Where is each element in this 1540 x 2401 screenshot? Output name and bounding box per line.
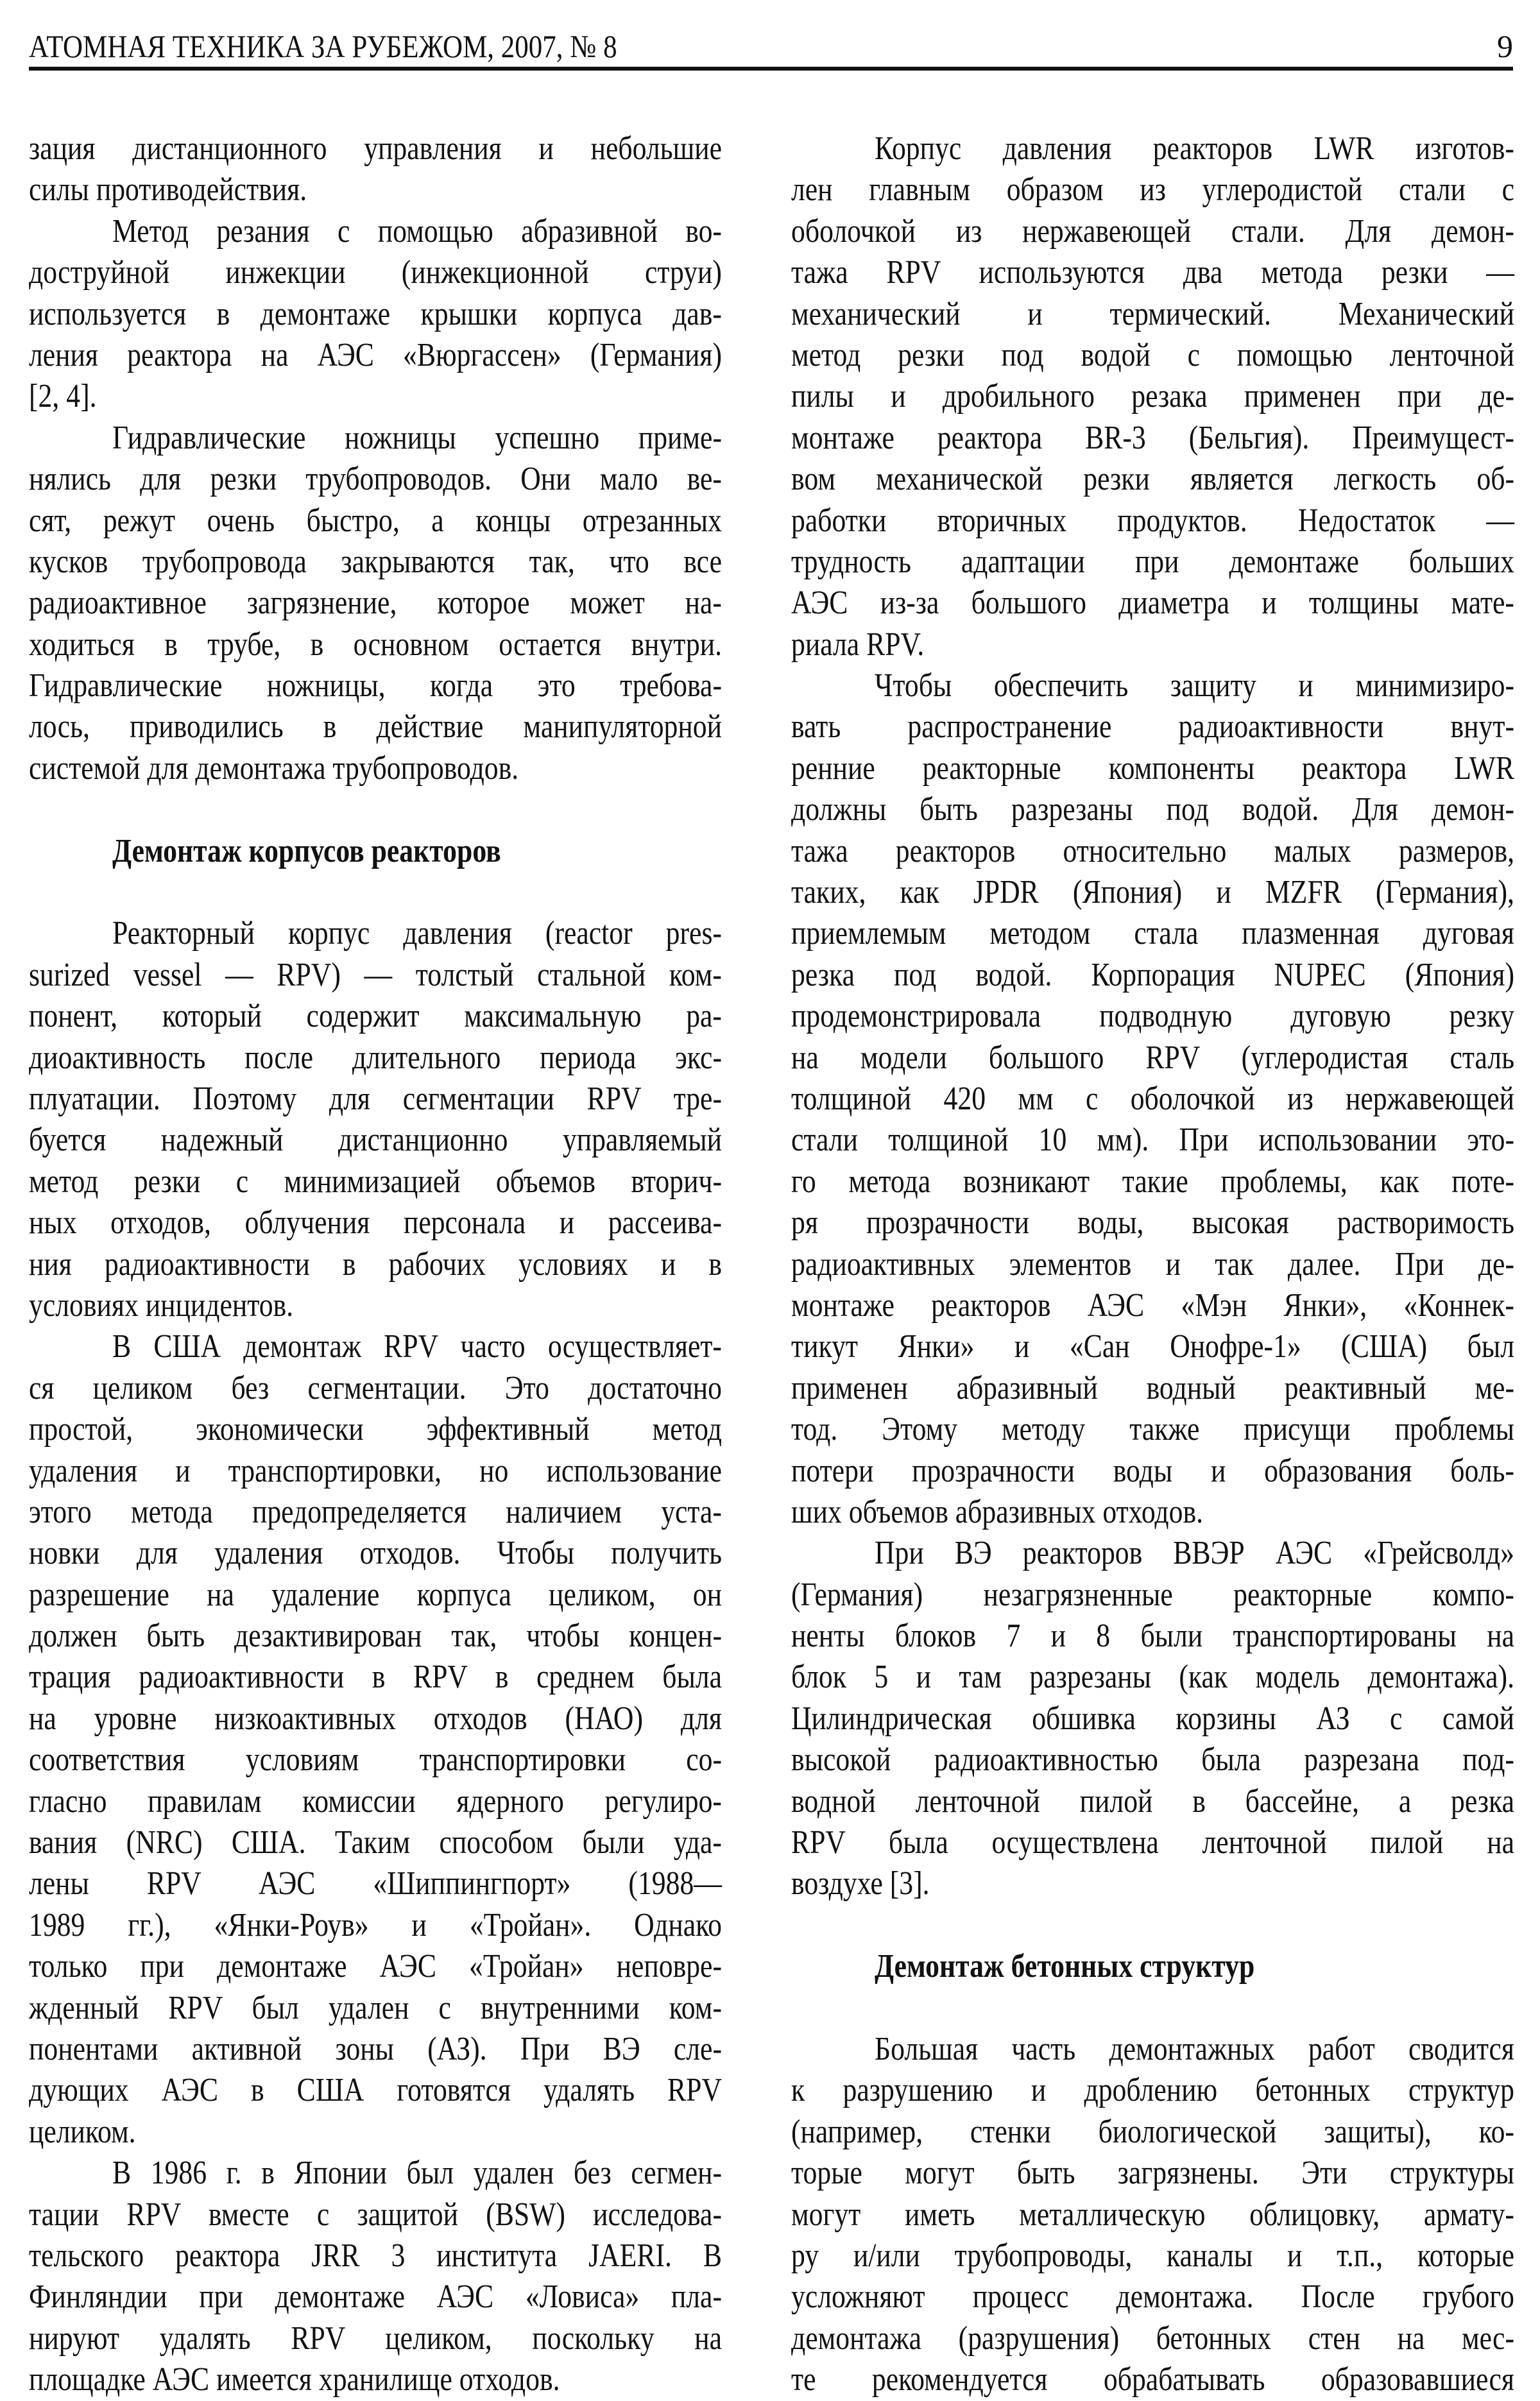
text-line-content: резка под водой. Корпорация NUPEC (Япония) bbox=[791, 956, 1514, 993]
text-line bbox=[29, 1533, 722, 1574]
text-line-content: ру и/или трубопроводы, каналы и т.п., которые bbox=[791, 2237, 1514, 2274]
text-line bbox=[791, 2153, 1514, 2194]
text-line-content: RPV была осуществлена ленточной пилой на bbox=[791, 1824, 1514, 1861]
text-line-content: торые могут быть загрязнены. Эти структуры bbox=[791, 2155, 1514, 2192]
text-line-content: стали толщиной 10 мм). При использовании это- bbox=[791, 1122, 1514, 1159]
text-line bbox=[791, 1079, 1514, 1120]
text-line bbox=[29, 665, 722, 706]
text-line-content: целиком. bbox=[29, 2113, 136, 2150]
text-line-content: тажа реакторов относительно малых размеров, bbox=[791, 832, 1514, 869]
text-line bbox=[791, 913, 1514, 954]
text-line bbox=[29, 2070, 722, 2111]
text-line-content: на модели большого RPV (углеродистая сталь bbox=[791, 1039, 1514, 1076]
text-line-content: ших объемов абразивных отходов. bbox=[791, 1493, 1204, 1530]
text-line-content: условиях инцидентов. bbox=[29, 1286, 294, 1324]
text-line bbox=[29, 252, 722, 293]
spacer bbox=[791, 1988, 1514, 2029]
text-line-content: (Германия) незагрязненные реакторные компо- bbox=[791, 1576, 1514, 1613]
text-line-content: ния радиоактивности в рабочих условиях и в bbox=[29, 1245, 722, 1283]
text-line-content: При ВЭ реакторов ВВЭР АЭС «Грейсволд» bbox=[874, 1535, 1514, 1572]
text-line-content: Корпус давления реакторов LWR изготов- bbox=[874, 130, 1514, 167]
text-line-content: 1989 гг.), «Янки-Роув» и «Тройан». Однако bbox=[29, 1906, 722, 1944]
text-line bbox=[29, 500, 722, 542]
text-line-content: блок 5 и там разрезаны (как модель демонтажа). bbox=[791, 1659, 1514, 1696]
text-line bbox=[29, 583, 722, 624]
text-line bbox=[791, 211, 1514, 252]
text-line bbox=[29, 169, 722, 210]
text-line-content: трация радиоактивности в RPV в среднем была bbox=[29, 1659, 722, 1696]
text-line-content: те рекомендуется обрабатывать образовавшиеся bbox=[791, 2361, 1514, 2398]
text-line bbox=[791, 706, 1514, 748]
text-line-content: удаления и транспортировки, но использование bbox=[29, 1452, 722, 1489]
text-line bbox=[791, 748, 1514, 789]
text-line bbox=[791, 459, 1514, 500]
text-line-content: на уровне низкоактивных отходов (НАО) для bbox=[29, 1700, 722, 1737]
text-line bbox=[29, 2029, 722, 2070]
text-line-content: усложняют процесс демонтажа. После грубого bbox=[791, 2278, 1514, 2316]
spacer bbox=[29, 789, 722, 830]
text-line-content: оболочкой из нержавеющей стали. Для демон- bbox=[791, 212, 1514, 250]
text-line bbox=[791, 1161, 1514, 1202]
text-line bbox=[791, 996, 1514, 1037]
text-line bbox=[29, 2194, 722, 2235]
text-line bbox=[791, 1202, 1514, 1243]
text-line-content: площадке АЭС имеется хранилище отходов. bbox=[29, 2361, 560, 2398]
text-line bbox=[791, 583, 1514, 624]
text-line bbox=[791, 376, 1514, 417]
running-header: АТОМНАЯ ТЕХНИКА ЗА РУБЕЖОМ, 2007, № 8 bbox=[29, 28, 617, 64]
text-line bbox=[791, 624, 1514, 665]
text-line bbox=[29, 1244, 722, 1285]
text-line-content: простой, экономически эффективный метод bbox=[29, 1411, 722, 1448]
text-line-content: АЭС из-за большого диаметра и толщины мате- bbox=[791, 585, 1514, 622]
text-line bbox=[29, 1946, 722, 1987]
text-line bbox=[29, 1988, 722, 2029]
right-column bbox=[791, 128, 1514, 2400]
text-line-content: радиоактивное загрязнение, которое может на- bbox=[29, 585, 722, 622]
text-line-content: вом механической резки является легкость об- bbox=[791, 461, 1514, 498]
text-line bbox=[791, 542, 1514, 583]
text-line-content: приемлемым методом стала плазменная дуговая bbox=[791, 915, 1514, 952]
text-line-content: разрешение на удаление корпуса целиком, он bbox=[29, 1576, 722, 1613]
text-line bbox=[791, 1368, 1514, 1409]
text-line bbox=[791, 665, 1514, 706]
text-line-content: демонтажа (разрушения) бетонных стен на мес- bbox=[791, 2320, 1514, 2357]
text-line-content: гласно правилам комиссии ядерного регулиро- bbox=[29, 1782, 722, 1820]
text-line bbox=[791, 2235, 1514, 2277]
text-line bbox=[791, 2359, 1514, 2400]
text-line-content: (например, стенки биологической защиты), ко- bbox=[791, 2113, 1514, 2150]
text-line bbox=[791, 1451, 1514, 1492]
text-line bbox=[29, 459, 722, 500]
header-rule bbox=[29, 67, 1513, 71]
text-line bbox=[29, 996, 722, 1037]
text-line-content: В 1986 г. в Японии был удален без сегмен- bbox=[112, 2155, 722, 2192]
text-line-content: доструйной инжекции (инжекционной струи) bbox=[29, 254, 722, 291]
text-line bbox=[29, 335, 722, 376]
text-line-content: Цилиндрическая обшивка корзины АЗ с самой bbox=[791, 1700, 1514, 1737]
text-line-content: Финляндии при демонтаже АЭС «Ловиса» пла- bbox=[29, 2278, 722, 2316]
text-line-content: продемонстрировала подводную дуговую резку bbox=[791, 998, 1514, 1035]
text-line-content: тельского реактора JRR 3 института JAERI. В bbox=[29, 2237, 722, 2274]
text-line-content: лены RPV АЭС «Шиппингпорт» (1988— bbox=[29, 1865, 722, 1902]
text-line bbox=[791, 831, 1514, 872]
text-line-content: к разрушению и дроблению бетонных структур bbox=[791, 2072, 1514, 2109]
text-line bbox=[29, 376, 722, 417]
text-line bbox=[791, 1120, 1514, 1161]
text-line-content: должны быть разрезаны под водой. Для демон- bbox=[791, 791, 1514, 828]
text-line-content: тод. Этому методу также присущи проблемы bbox=[791, 1411, 1514, 1448]
text-line bbox=[29, 2318, 722, 2359]
text-line-content: метод резки с минимизацией объемов вторич- bbox=[29, 1163, 722, 1200]
text-line bbox=[29, 2277, 722, 2318]
text-line-content: высокой радиоактивностью была разрезана под- bbox=[791, 1741, 1514, 1779]
text-line bbox=[791, 955, 1514, 996]
text-line-content: тации RPV вместе с защитой (BSW) исследова- bbox=[29, 2196, 722, 2233]
text-line-content: ненты блоков 7 и 8 были транспортированы на bbox=[791, 1618, 1514, 1655]
text-line bbox=[791, 1285, 1514, 1326]
text-line-content: могут иметь металлическую облицовку, армату- bbox=[791, 2196, 1514, 2233]
text-line-content: диоактивность после длительного периода экс- bbox=[29, 1039, 722, 1076]
text-line bbox=[29, 1120, 722, 1161]
text-line-content: используется в демонтаже крышки корпуса дав- bbox=[29, 295, 722, 332]
text-line bbox=[29, 913, 722, 954]
text-line-content: метод резки под водой с помощью ленточной bbox=[791, 336, 1514, 373]
text-line-content: пилы и дробильного резака применен при де- bbox=[791, 378, 1514, 415]
text-line-content: лен главным образом из углеродистой стали с bbox=[791, 171, 1514, 209]
text-line bbox=[791, 2194, 1514, 2235]
text-line-content: только при демонтаже АЭС «Тройан» неповре- bbox=[29, 1948, 722, 1985]
text-line bbox=[791, 1739, 1514, 1781]
section-heading bbox=[791, 1946, 1514, 1987]
text-line bbox=[791, 2070, 1514, 2111]
text-line bbox=[791, 128, 1514, 169]
text-line bbox=[29, 706, 722, 748]
text-line bbox=[29, 1822, 722, 1863]
text-line bbox=[791, 1326, 1514, 1367]
text-line bbox=[29, 1285, 722, 1326]
text-line bbox=[791, 1781, 1514, 1822]
text-line bbox=[29, 2153, 722, 2194]
text-line bbox=[791, 1244, 1514, 1285]
text-line-content: го метода возникают такие проблемы, как поте- bbox=[791, 1163, 1514, 1200]
left-column bbox=[29, 128, 722, 2400]
text-line bbox=[791, 1657, 1514, 1698]
text-line-content: surized vessel — RPV) — толстый стальной ком- bbox=[29, 956, 722, 993]
text-line bbox=[29, 2235, 722, 2277]
text-line-content: силы противодействия. bbox=[29, 171, 307, 209]
text-line bbox=[791, 2318, 1514, 2359]
text-line bbox=[791, 1863, 1514, 1904]
text-line-content: ления реактора на АЭС «Вюргассен» (Германия) bbox=[29, 336, 722, 373]
text-line bbox=[791, 252, 1514, 293]
text-line bbox=[791, 789, 1514, 830]
text-line-content: ря прозрачности воды, высокая растворимость bbox=[791, 1204, 1514, 1242]
text-line-content: [2, 4]. bbox=[29, 378, 97, 415]
text-line-content: Гидравлические ножницы успешно приме- bbox=[112, 419, 722, 456]
text-line bbox=[29, 955, 722, 996]
section-heading bbox=[29, 831, 722, 872]
text-line-content: нялись для резки трубопроводов. Они мало ве- bbox=[29, 461, 722, 498]
spacer bbox=[29, 872, 722, 913]
text-line-content: тикут Янки» и «Сан Онофре-1» (США) был bbox=[791, 1328, 1514, 1365]
text-line bbox=[791, 500, 1514, 542]
text-line bbox=[791, 1616, 1514, 1657]
text-line bbox=[29, 2112, 722, 2153]
text-line-content: воздухе [3]. bbox=[791, 1865, 930, 1902]
text-line-content: вать распространение радиоактивности внут- bbox=[791, 708, 1514, 746]
text-line bbox=[791, 2277, 1514, 2318]
text-line bbox=[29, 1492, 722, 1533]
section-heading-text: Демонтаж бетонных структур bbox=[875, 1948, 1255, 1985]
section-heading-text: Демонтаж корпусов реакторов bbox=[112, 832, 501, 869]
text-line bbox=[791, 1575, 1514, 1616]
text-line-content: буется надежный дистанционно управляемый bbox=[29, 1122, 722, 1159]
text-line bbox=[791, 1698, 1514, 1739]
text-line-content: ся целиком без сегментации. Это достаточно bbox=[29, 1369, 722, 1406]
text-line bbox=[791, 1822, 1514, 1863]
text-line-content: механический и термический. Механический bbox=[791, 295, 1514, 332]
text-line-content: зация дистанционного управления и небольшие bbox=[29, 130, 722, 167]
text-line bbox=[29, 542, 722, 583]
text-line-content: риала RPV. bbox=[791, 626, 925, 663]
text-line bbox=[29, 1616, 722, 1657]
text-line-content: трудность адаптации при демонтаже больших bbox=[791, 543, 1514, 580]
text-line bbox=[791, 1492, 1514, 1533]
text-line bbox=[29, 1161, 722, 1202]
text-line bbox=[29, 1038, 722, 1079]
text-line-content: лось, приводились в действие манипуляторной bbox=[29, 708, 722, 746]
text-line bbox=[29, 1905, 722, 1946]
text-line bbox=[791, 335, 1514, 376]
text-line bbox=[29, 1698, 722, 1739]
text-line-content: соответствия условиям транспортировки со- bbox=[29, 1741, 722, 1779]
text-line bbox=[29, 1368, 722, 1409]
text-line-content: радиоактивных элементов и так далее. При де- bbox=[791, 1245, 1514, 1283]
text-line-content: понентами активной зоны (АЗ). При ВЭ сле- bbox=[29, 2030, 722, 2067]
text-line-content: ренние реакторные компоненты реактора LWR bbox=[791, 749, 1514, 787]
text-line bbox=[791, 2029, 1514, 2070]
text-line bbox=[29, 2359, 722, 2400]
text-line-content: таких, как JPDR (Япония) и MZFR (Германия), bbox=[791, 874, 1514, 911]
text-line-content: Реакторный корпус давления (reactor pres- bbox=[112, 915, 722, 952]
text-line-content: понент, который содержит максимальную ра- bbox=[29, 998, 722, 1035]
text-line-content: тажа RPV используются два метода резки — bbox=[791, 254, 1514, 291]
text-line-content: Чтобы обеспечить защиту и минимизиро- bbox=[874, 667, 1514, 705]
text-line bbox=[29, 1863, 722, 1904]
text-line bbox=[29, 294, 722, 335]
text-line-content: должен быть дезактивирован так, чтобы концен- bbox=[29, 1618, 722, 1655]
text-line-content: этого метода предопределяется наличием уста- bbox=[29, 1493, 722, 1530]
text-line bbox=[29, 1781, 722, 1822]
text-line-content: новки для удаления отходов. Чтобы получить bbox=[29, 1535, 722, 1572]
text-line-content: потери прозрачности воды и образования боль- bbox=[791, 1452, 1514, 1489]
text-line-content: работки вторичных продуктов. Недостаток — bbox=[791, 502, 1514, 539]
text-line-content: кусков трубопровода закрываются так, что все bbox=[29, 543, 722, 580]
text-line bbox=[791, 294, 1514, 335]
text-line-content: Большая часть демонтажных работ сводится bbox=[874, 2030, 1514, 2067]
text-line bbox=[29, 1739, 722, 1781]
text-line-content: толщиной 420 мм с оболочкой из нержавеющей bbox=[791, 1080, 1514, 1117]
text-line bbox=[29, 418, 722, 459]
text-line bbox=[29, 748, 722, 789]
text-line-content: ных отходов, облучения персонала и рассеива- bbox=[29, 1204, 722, 1242]
text-line-content: вания (NRC) США. Таким способом были уда- bbox=[29, 1824, 722, 1861]
text-line-content: монтаже реакторов АЭС «Мэн Янки», «Коннек- bbox=[791, 1286, 1514, 1324]
text-line bbox=[29, 128, 722, 169]
spacer bbox=[791, 1905, 1514, 1946]
text-line-content: В США демонтаж RPV часто осуществляет- bbox=[112, 1328, 722, 1365]
text-line-content: сят, режут очень быстро, а концы отрезанных bbox=[29, 502, 722, 539]
text-line bbox=[29, 1575, 722, 1616]
text-line-content: ходиться в трубе, в основном остается внутри. bbox=[29, 626, 722, 663]
page-number: 9 bbox=[1497, 28, 1513, 64]
text-line-content: системой для демонтажа трубопроводов. bbox=[29, 749, 519, 787]
text-line bbox=[791, 1533, 1514, 1574]
text-line-content: жденный RPV был удален с внутренними ком- bbox=[29, 1989, 722, 2026]
text-line-content: Гидравлические ножницы, когда это требова- bbox=[29, 667, 722, 705]
text-line-content: монтаже реактора BR-3 (Бельгия). Преимущест- bbox=[791, 419, 1514, 456]
text-line bbox=[29, 624, 722, 665]
text-line-content: Метод резания с помощью абразивной во- bbox=[112, 212, 722, 250]
text-line-content: нируют удалять RPV целиком, поскольку на bbox=[29, 2320, 722, 2357]
text-line-content: плуатации. Поэтому для сегментации RPV тре- bbox=[29, 1080, 722, 1117]
text-line bbox=[29, 1657, 722, 1698]
text-line bbox=[29, 1202, 722, 1243]
text-line bbox=[29, 1326, 722, 1367]
text-line bbox=[791, 418, 1514, 459]
text-line bbox=[29, 1079, 722, 1120]
text-line bbox=[791, 1038, 1514, 1079]
text-line-content: дующих АЭС в США готовятся удалять RPV bbox=[29, 2072, 722, 2109]
text-line bbox=[791, 1409, 1514, 1450]
text-line bbox=[29, 1451, 722, 1492]
text-line-content: применен абразивный водный реактивный ме- bbox=[791, 1369, 1514, 1406]
text-line bbox=[791, 2112, 1514, 2153]
text-line bbox=[791, 872, 1514, 913]
text-line-content: водной ленточной пилой в бассейне, а резка bbox=[791, 1782, 1514, 1820]
text-line bbox=[29, 1409, 722, 1450]
text-line bbox=[791, 169, 1514, 210]
text-line bbox=[29, 211, 722, 252]
